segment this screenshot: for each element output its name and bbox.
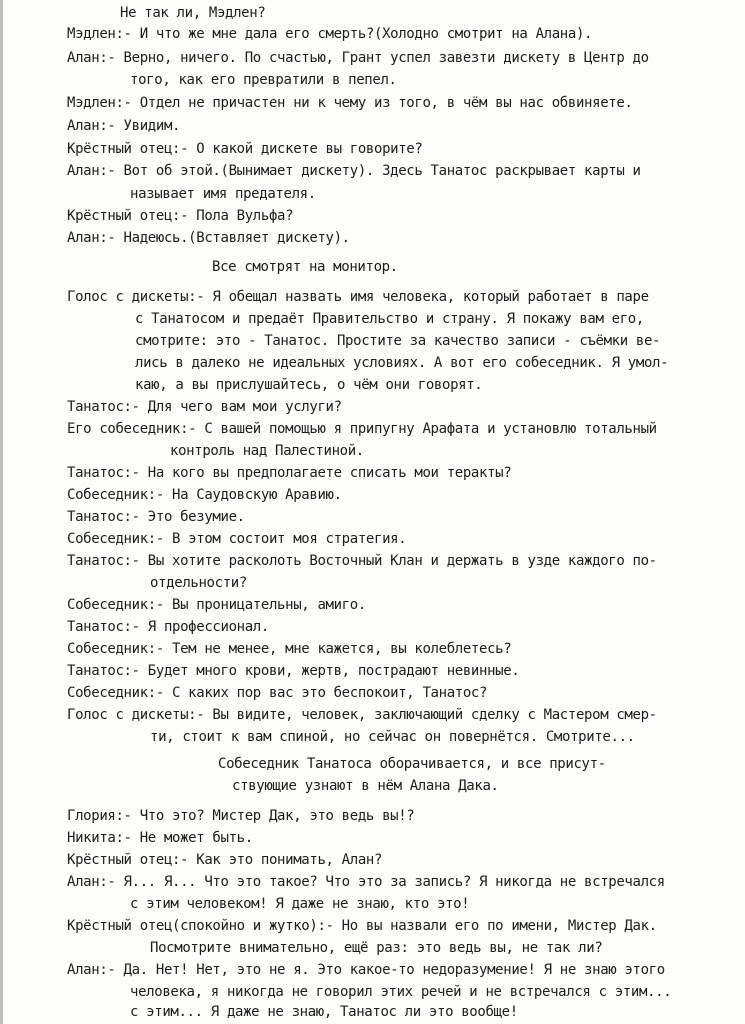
- text-line: Мэдлен:- И что же мне дала его смерть?(Холодно смотрит на Алана).: [67, 26, 593, 42]
- text-line: Собеседник:- С каких пор вас это беспокоит, Танатос?: [67, 685, 488, 701]
- text-line: Алан:- Надеюсь.(Вставляет дискету).: [67, 230, 350, 246]
- text-line: Глория:- Что это? Мистер Дак, это ведь вы!?: [67, 808, 415, 824]
- text-line: Танатос:- Для чего вам мои услуги?: [67, 399, 342, 415]
- text-line: лись в далеко не идеальных условиях. А вот его собеседник. Я умол-: [135, 355, 669, 371]
- text-line: Голос с дискеты:- Вы видите, человек, заключающий сделку с Мастером смер-: [67, 707, 657, 723]
- text-line: с Танатосом и предаёт Правительство и страну. Я покажу вам его,: [135, 311, 644, 327]
- text-line: Никита:- Не может быть.: [67, 830, 253, 846]
- stage-direction: ствующие узнают в нём Алана Дака.: [232, 778, 499, 794]
- text-line: Собеседник:- На Саудовскую Аравию.: [67, 487, 342, 503]
- text-line: Его собеседник:- С вашей помощью я припугну Арафата и установлю тотальный: [67, 421, 657, 437]
- text-line: Собеседник:- Вы проницательны, амиго.: [67, 597, 366, 613]
- text-line: Алан:- Да. Нет! Нет, это не я. Это какое-то недоразумение! Я не знаю этого: [67, 962, 665, 978]
- text-line: Крёстный отец:- Как это понимать, Алан?: [67, 852, 383, 868]
- stage-direction: Все смотрят на монитор.: [212, 259, 398, 275]
- text-line: Танатос:- На кого вы предполагаете списать мои теракты?: [67, 465, 512, 481]
- text-line: смотрите: это - Танатос. Простите за качество записи - съёмки ве-: [135, 333, 661, 349]
- text-line: с этим... Я даже не знаю, Танатос ли это вообще!: [130, 1004, 518, 1020]
- text-line: Крёстный отец(спокойно и жутко):- Но вы назвали его по имени, Мистер Дак.: [67, 918, 657, 934]
- text-line: отдельности?: [150, 575, 247, 591]
- text-line: Алан:- Увидим.: [67, 118, 181, 134]
- text-line: каю, а вы прислушайтесь, о чём они говорят.: [135, 377, 483, 393]
- text-line: человека, я никогда не говорил этих речей и не встречался с этим...: [130, 984, 672, 1000]
- text-line: Собеседник:- В этом состоит моя стратегия.: [67, 531, 407, 547]
- text-line: Алан:- Я... Я... Что это такое? Что это за запись? Я никогда не встречался: [67, 874, 665, 890]
- text-line: контроль над Палестиной.: [170, 443, 364, 459]
- text-line: того, как его превратили в пепел.: [130, 72, 397, 88]
- text-line: ти, стоит к вам спиной, но сейчас он повернётся. Смотрите...: [150, 729, 635, 745]
- text-line: называет имя предателя.: [130, 186, 316, 202]
- text-line: с этим человеком! Я даже не знаю, кто это!: [130, 896, 470, 912]
- stage-direction: Собеседник Танатоса оборачивается, и все присут-: [218, 756, 606, 772]
- text-line: Крёстный отец:- О какой дискете вы говорите?: [67, 141, 423, 157]
- text-line: Крёстный отец:- Пола Вульфа?: [67, 208, 294, 224]
- text-line: Не так ли, Мэдлен?: [120, 5, 266, 21]
- text-line: Танатос:- Вы хотите расколоть Восточный Клан и держать в узде каждого по-: [67, 553, 657, 569]
- text-line: Посмотрите внимательно, ещё раз: это ведь вы, не так ли?: [150, 940, 603, 956]
- text-line: Танатос:- Это безумие.: [67, 509, 245, 525]
- text-line: Алан:- Вот об этой.(Вынимает дискету). Здесь Танатос раскрывает карты и: [67, 163, 641, 179]
- text-line: Танатос:- Будет много крови, жертв, пострадают невинные.: [67, 663, 520, 679]
- text-line: Танатос:- Я профессионал.: [67, 619, 269, 635]
- text-line: Голос с дискеты:- Я обещал назвать имя человека, который работает в паре: [67, 289, 649, 305]
- text-line: Мэдлен:- Отдел не причастен ни к чему из того, в чём вы нас обвиняете.: [67, 95, 633, 111]
- page-edge: [0, 0, 3, 1024]
- text-line: Собеседник:- Тем не менее, мне кажется, вы колеблетесь?: [67, 641, 512, 657]
- text-line: Алан:- Верно, ничего. По счастью, Грант успел завезти дискету в Центр до: [67, 50, 649, 66]
